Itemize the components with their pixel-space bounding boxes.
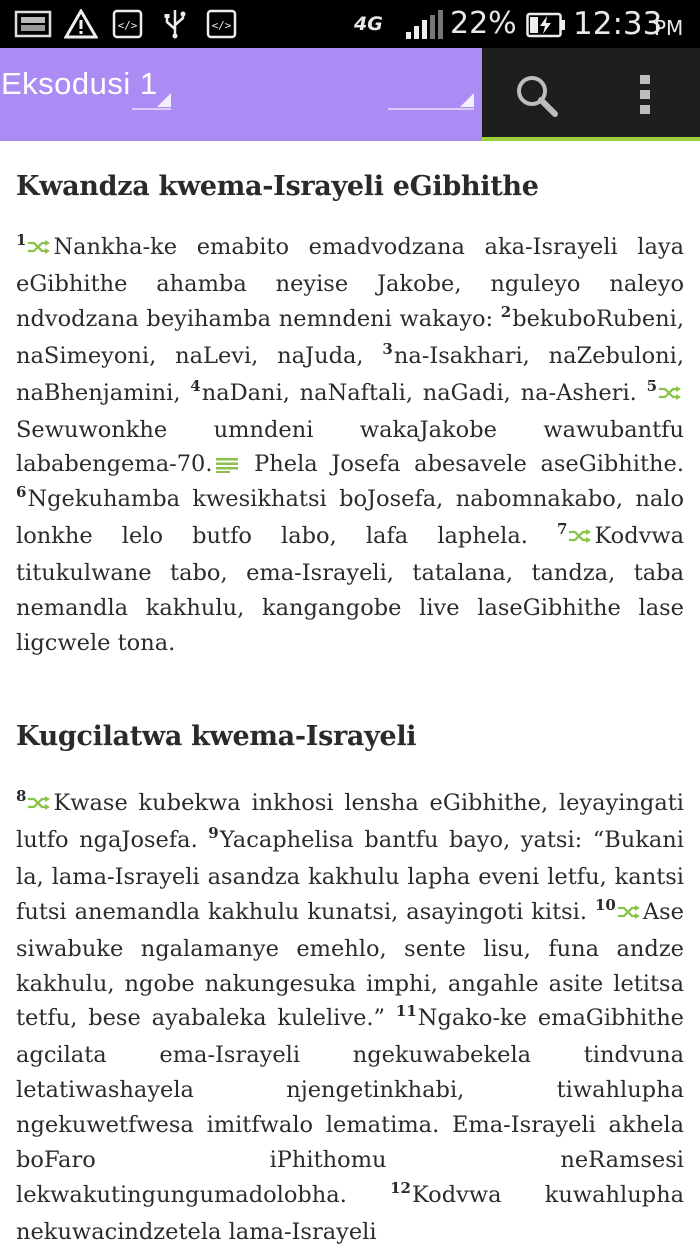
action-area [482, 48, 700, 141]
svg-text:</>: </> [211, 19, 232, 32]
verse-text: Kwase kubekwa inkhosi lensha eGibhithe, leyayingati lutfo ngaJosefa. [16, 790, 684, 853]
network-type: 4G [354, 13, 383, 35]
warning-icon [64, 9, 98, 39]
book-spinner-arrow-icon[interactable] [157, 93, 171, 107]
version-spinner-arrow-icon[interactable] [460, 93, 474, 107]
active-tab-underline [482, 137, 700, 141]
verse-number[interactable]: 1 [16, 231, 27, 249]
battery-charging-icon [526, 12, 566, 38]
cross-reference-icon[interactable] [658, 385, 682, 401]
verse-text: Yacaphelisa bantfu bayo, yatsi: “Bukani la, lama-Israyeli asandza kakhulu lapha eveni letfu, kantsi futsi anemandla kakhulu kunatsi, asayingoti kitsi. [16, 826, 684, 925]
verse-text: Kodvwa kuwahlupha nekuwacindzetela lama-Israyeli [16, 1181, 684, 1244]
verse-text: na-Isakhari, naZebuloni, naBhenjamini, [16, 342, 684, 406]
verse-text: Kodvwa titukulwane tabo, ema-Israyeli, tatalana, tandza, taba nemandla kakhulu, kangangobe live laseGibhithe lase ligcwele tona. [16, 523, 684, 656]
gallery-icon [14, 9, 54, 39]
code-icon [206, 9, 238, 39]
verse-number[interactable]: 5 [646, 376, 657, 395]
app-bar [0, 48, 700, 141]
verse-number[interactable]: 7 [557, 520, 568, 539]
usb-icon [158, 9, 192, 39]
verse-text: Sewuwonkhe umndeni wakaJakobe wawubantfu lababengema-70. [16, 416, 684, 478]
verse-number[interactable]: 11 [395, 1002, 417, 1021]
verse-number[interactable]: 4 [190, 376, 201, 395]
verse-text: Ase siwabuke ngalamanye emehlo, sente lisu, funa andze kakhulu, ngobe nakungesuka imphi, angahle asite letitsa tetfu, bese ayabaleka kulelive.” [16, 898, 684, 1032]
verse-text: bekuboRubeni, naSimeyoni, naLevi, naJuda, [16, 305, 684, 369]
cross-reference-icon[interactable] [27, 239, 51, 255]
paragraph [16, 786, 684, 1244]
verse-text: Ngako-ke emaGibhithe agcilata ema-Israyeli ngekuwabekela tindvuna letatiwashayela njengetinkhabi, tiwahlupha ngekuwetfwesa imitfwalo lematima. Ema-Israyeli akhela boFaro iPhithomu neRamsesi lekwakutingungumadolobha. [16, 1005, 684, 1208]
paragraph [16, 230, 684, 661]
footnote-icon[interactable] [215, 457, 239, 473]
verse-number[interactable]: 6 [16, 483, 27, 502]
verse-text: Phela Josefa abesavele aseGibhithe. [254, 451, 684, 478]
signal-icon [404, 10, 444, 40]
verse-number[interactable]: 8 [16, 787, 27, 805]
clock-time: 12:33 [573, 6, 663, 42]
navigation-spinners [0, 48, 482, 141]
verse-number[interactable]: 3 [382, 339, 393, 358]
version-spinner-underline [388, 108, 474, 110]
book-spinner-underline [132, 108, 171, 110]
section-heading: Kugcilatwa kwema-Israyeli [16, 721, 417, 752]
clock-ampm: PM [654, 16, 684, 40]
cross-reference-icon[interactable] [568, 528, 592, 544]
battery-percent: 22% [450, 6, 517, 41]
search-icon[interactable] [514, 73, 560, 119]
overflow-menu-icon[interactable] [638, 74, 652, 116]
code-icon [112, 9, 144, 39]
verse-text: Ngekuhamba kwesikhatsi boJosefa, nabomnakabo, nalo lonkhe lelo butfo labo, lafa laphela. [16, 486, 684, 550]
verse-number[interactable]: 10 [595, 895, 616, 914]
verse-number[interactable]: 12 [390, 1178, 411, 1197]
section-heading: Kwandza kwema-Israyeli eGibhithe [16, 171, 539, 202]
svg-text:</>: </> [117, 19, 138, 32]
status-bar [0, 0, 700, 48]
cross-reference-icon[interactable] [617, 904, 641, 920]
verse-text: Nankha-ke emabito emadvodzana aka-Israyeli laya eGibhithe ahamba neyise Jakobe, nguleyo naleyo ndvodzana beyihamba nemndeni wakayo: [16, 234, 684, 332]
verse-number[interactable]: 2 [500, 302, 512, 321]
cross-reference-icon[interactable] [27, 795, 51, 811]
book-chapter-selector[interactable]: Eksodusi 1 [1, 66, 158, 101]
verse-text: naDani, naNaftali, naGadi, na-Asheri. [201, 379, 637, 406]
verse-number[interactable]: 9 [208, 823, 219, 842]
